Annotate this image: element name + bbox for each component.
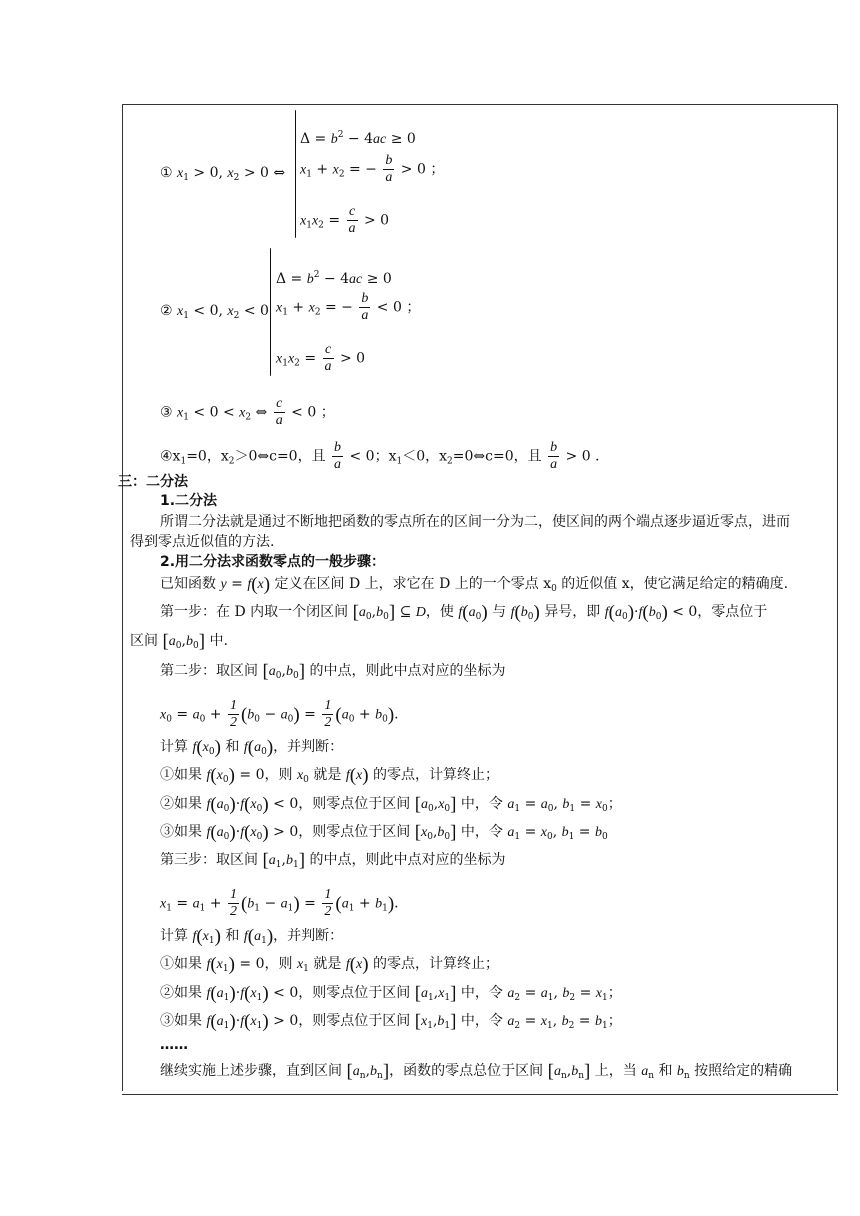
step2-formula: $x_0 = a_0$ + $\frac{1}{2}$ $(b_0 - a_0)$ = $\frac{1}{2}$ $(a_0 + b_0)$. (160, 698, 399, 730)
step1-line2: 区间 $[a_0,b_0]$ 中. (130, 631, 228, 652)
para1-line1: 所谓二分法就是通过不断地把函数的零点所在的区间一分为二，使区间的两个端点逐步逼近零点，进而 (160, 514, 790, 530)
case2-brace (270, 248, 271, 376)
case1-eq3: $x_1x_2$ = $\frac{c}{a}$ > 0 (300, 204, 390, 236)
step2-text: 第二步：取区间 $[a_0,b_0]$ 的中点，则此中点对应的坐标为 (160, 661, 506, 682)
step3-compute: 计算 $f(x_1)$ 和 $f(a_1)$，并判断： (160, 926, 344, 947)
subheading-bisection: 1.二分法 (160, 493, 218, 509)
continue-text: 继续实施上述步骤，直到区间 $[a_n,b_n]$，函数的零点总位于区间 $[a_n,b_n]$ 上，当 $a_n$ 和 $b_n$ 按照给定的精确 (160, 1061, 793, 1082)
case1-eq1: $\Delta = b^2 - 4ac \ge 0$ (300, 130, 416, 147)
case2-eq2: $x_1 + x_2$ = − $\frac{b}{a}$ < 0 ； (276, 291, 421, 323)
case3: ③ $x_1 < 0 < x_2$ ⇔ $\frac{c}{a}$ < 0 ； (160, 396, 335, 428)
section-heading: 三：二分法 (118, 474, 188, 490)
given-text: 已知函数 y = f(x) 定义在区间 D 上，求它在 D 上的一个零点 $x_0$ 的近似值 x，使它满足给定的精确度. (160, 574, 789, 595)
subheading-steps: 2.用二分法求函数零点的一般步骤： (160, 554, 386, 570)
case1-eq2: $x_1 + x_2$ = − $\frac{b}{a}$ > 0 ； (300, 153, 445, 185)
case2-condition: ② $x_1 < 0$, $x_2 < 0$ (160, 303, 269, 321)
step2-compute: 计算 $f(x_0)$ 和 $f(a_0)$，并判断： (160, 737, 344, 758)
step3-case3: ③如果 $f(a_1)\cdot f(x_1) > 0$，则零点位于区间 $[x_1,b_1]$ 中，令 $a_2 = x_1$, $b_2 = b_1$； (160, 1011, 622, 1032)
step3-text: 第三步：取区间 $[a_1,b_1]$ 的中点，则此中点对应的坐标为 (160, 850, 506, 871)
step3-case1: ①如果 $f(x_1) = 0$，则 $x_1$ 就是 f(x) 的零点，计算终止； (160, 954, 500, 975)
step1-line1: 第一步：在 D 内取一个闭区间 $[a_0,b_0]$ ⊆ D，使 $f(a_0)$ 与 $f(b_0)$ 异号，即 $f(a_0)\cdot f(b_0) < 0$，零点位于 (160, 602, 768, 623)
step3-formula: $x_1 = a_1$ + $\frac{1}{2}$ $(b_1 - a_1)$ = $\frac{1}{2}$ $(a_1 + b_1)$. (160, 887, 399, 919)
para1-line2: 得到零点近似值的方法. (130, 534, 275, 550)
step3-case2: ②如果 $f(a_1)\cdot f(x_1) < 0$，则零点位于区间 $[a_1,x_1]$ 中，令 $a_2 = a_1$, $b_2 = x_1$； (160, 983, 622, 1004)
case2-eq3: $x_1x_2$ = $\frac{c}{a}$ > 0 (276, 342, 366, 374)
step2-case1: ①如果 $f(x_0) = 0$，则 $x_0$ 就是 f(x) 的零点，计算终止； (160, 765, 500, 786)
step2-case2: ②如果 $f(a_0)\cdot f(x_0) < 0$，则零点位于区间 $[a_0,x_0]$ 中，令 $a_1 = a_0$, $b_1 = x_0$； (160, 794, 622, 815)
ellipsis: …… (160, 1037, 188, 1053)
step2-case3: ③如果 $f(a_0)\cdot f(x_0) > 0$，则零点位于区间 $[x_0,b_0]$ 中，令 $a_1 = x_0$, $b_1 = b_0$ (160, 822, 608, 843)
case1-brace (295, 110, 296, 238)
case1-condition: ① $x_1 > 0$, $x_2 > 0$ ⇔ (160, 165, 286, 183)
case4: $④x_1=0$，$x_2>0\Leftrightarrow c=0$，且 $\frac{b}{a}$ < 0；$x_1<0$，$x_2=0\Leftrightarrow c=0$，且 $\frac{b}{a}$ > 0 . (160, 440, 600, 472)
case2-eq1: $\Delta = b^2 - 4ac \ge 0$ (276, 270, 392, 287)
